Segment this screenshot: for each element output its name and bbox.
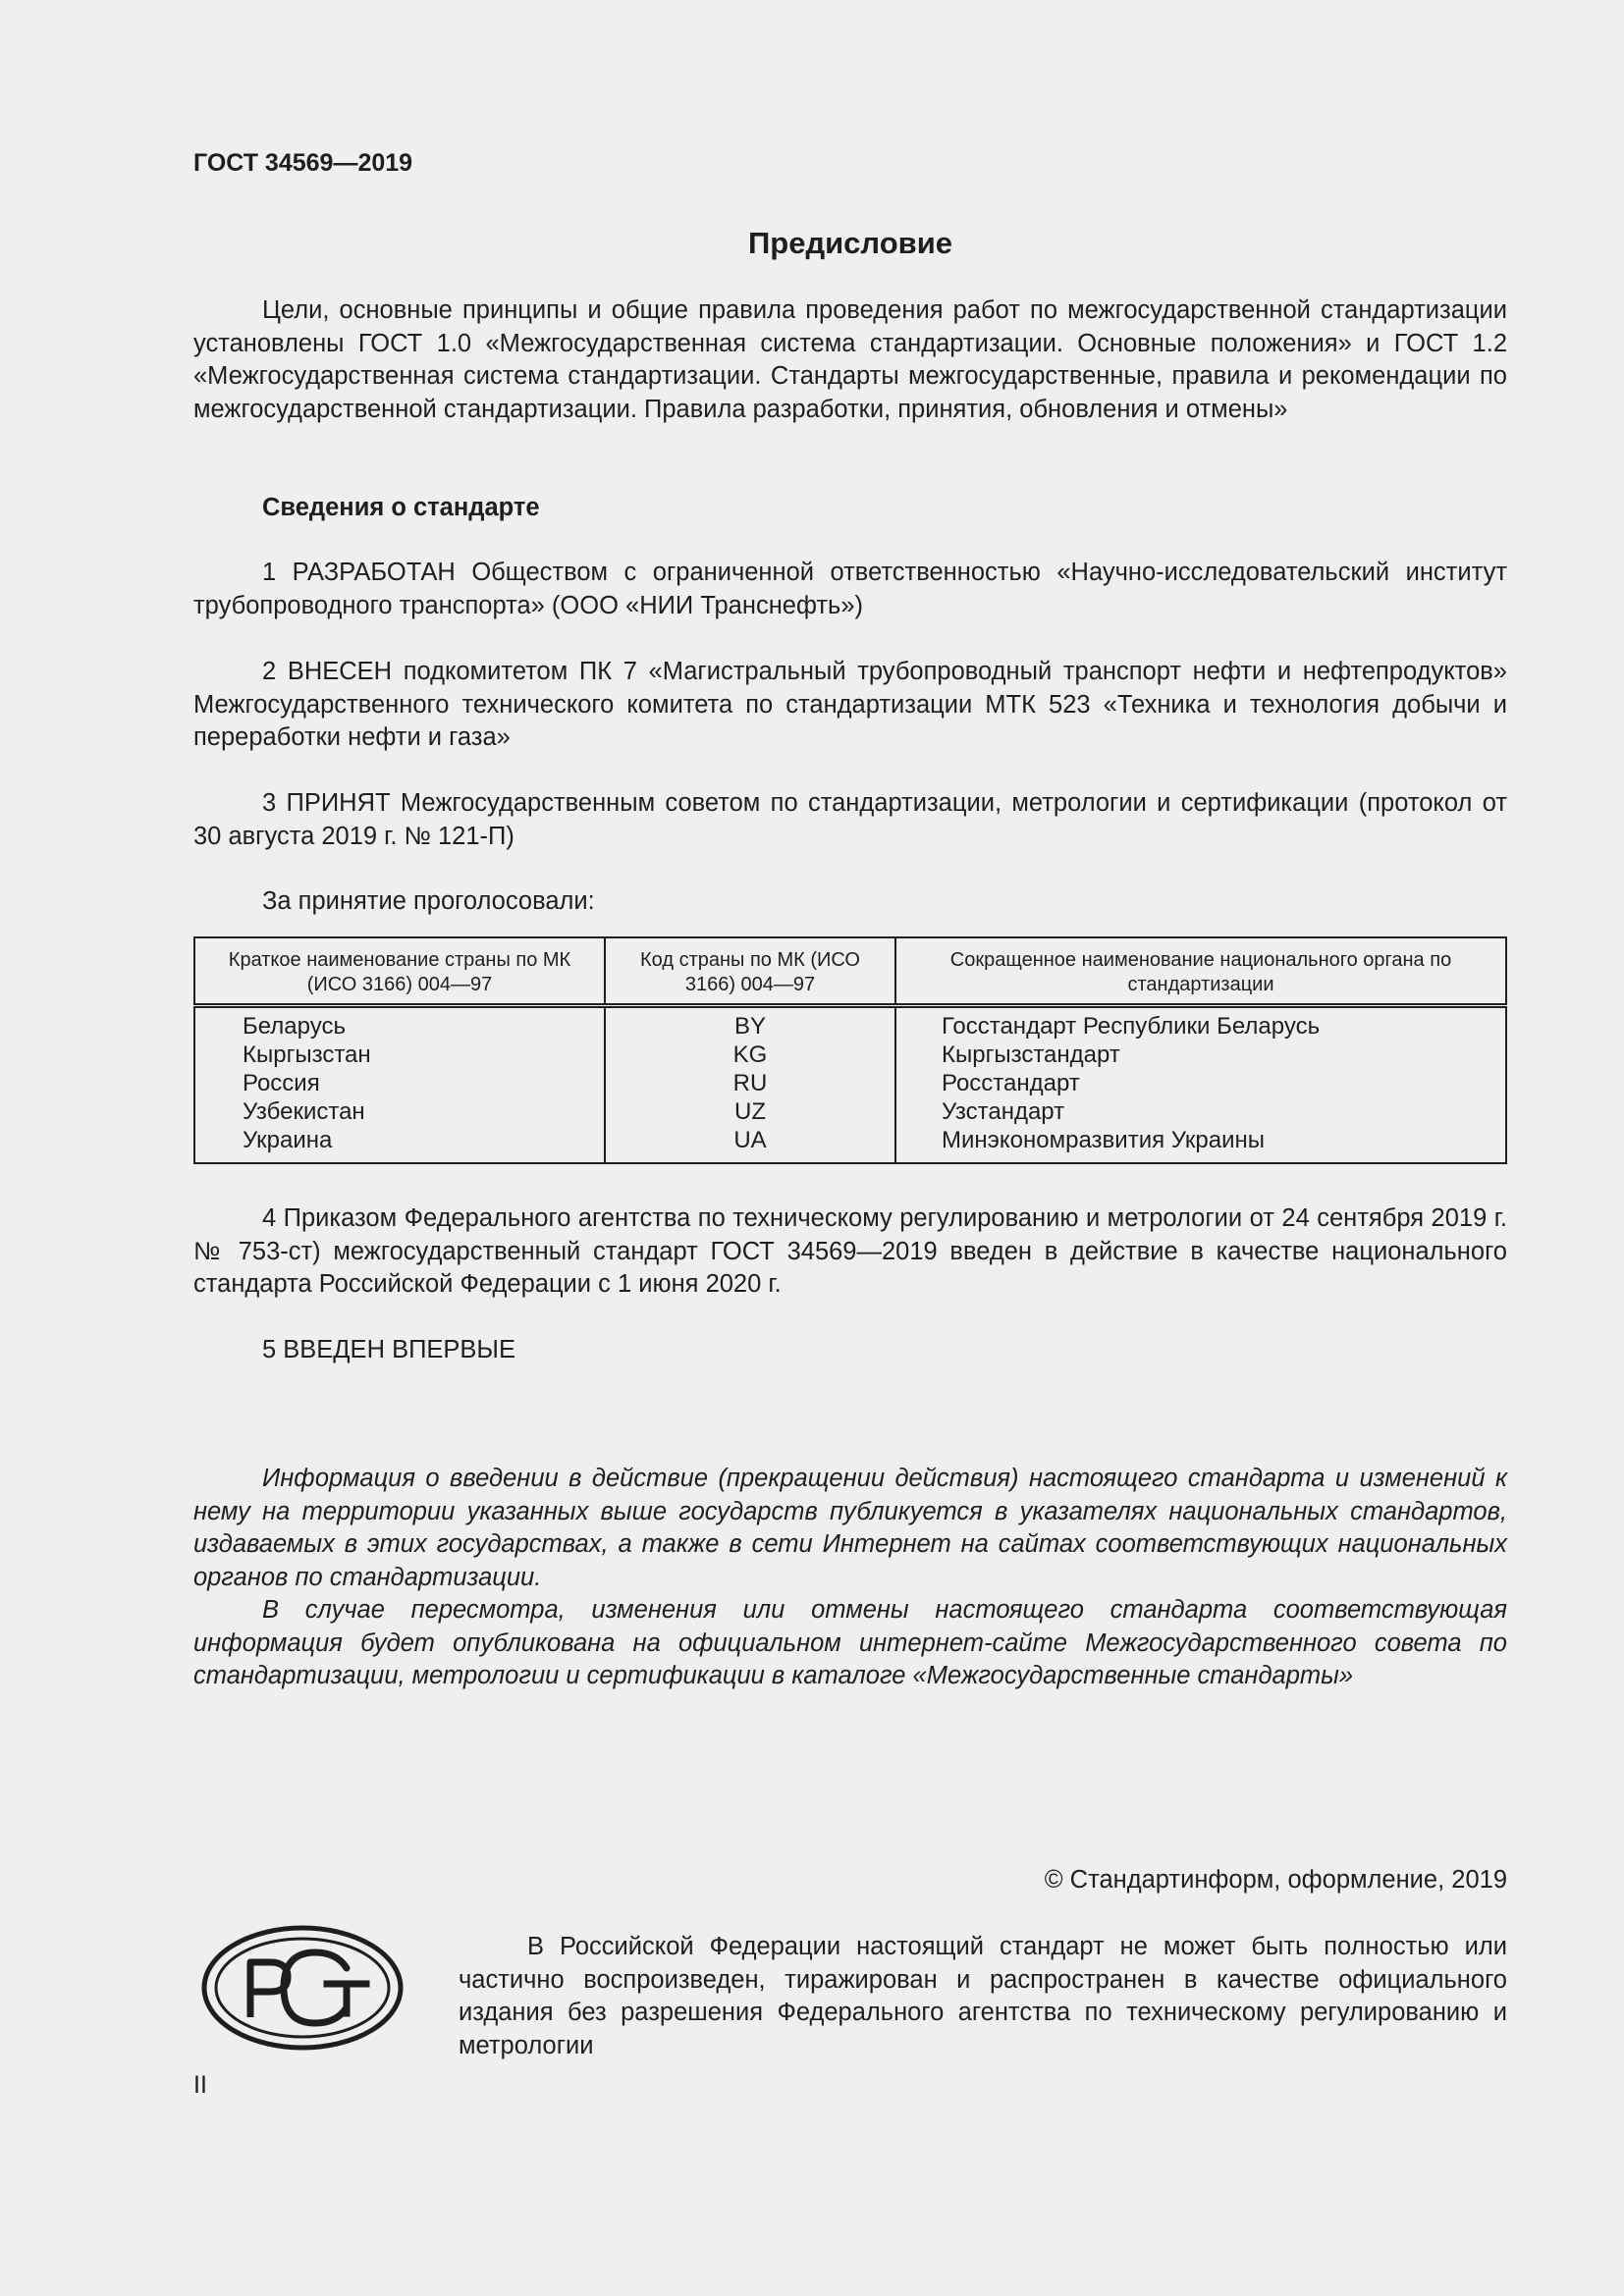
item-3-adopted: 3 ПРИНЯТ Межгосударственным советом по стандартизации, метрологии и сертификации (протокол от 30 августа 2019 г. № 121-П) xyxy=(193,789,1507,850)
table-header-country: Краткое наименование страны по МК (ИСО 3166) 004—97 xyxy=(194,937,605,1006)
item-5-first-introduced: 5 ВВЕДЕН ВПЕРВЫЕ xyxy=(262,1336,516,1363)
table-header-row xyxy=(194,937,1506,1006)
copyright-line: © Стандартинформ, оформление, 2019 xyxy=(1044,1866,1507,1894)
table-cell-body: Госстандарт Республики Беларусь xyxy=(942,1013,1321,1040)
table-cell-country: Россия xyxy=(243,1070,320,1096)
table-cell-code: RU xyxy=(732,1070,768,1096)
reproduction-notice: В Российской Федерации настоящий стандарт не может быть полностью или частично воспроизведен, тиражирован и распространен в качестве официального издания без разрешения Федерального агентства по техническому регулированию и метрологии xyxy=(459,1933,1507,2059)
vote-intro: За принятие проголосовали: xyxy=(262,887,595,915)
table-cell-body: Кыргызстандарт xyxy=(942,1041,1120,1068)
table-cell-country: Узбекистан xyxy=(243,1098,365,1125)
page-title: Предисловие xyxy=(747,226,952,260)
country-column xyxy=(194,1006,605,1164)
table-cell-code: KG xyxy=(732,1041,768,1068)
item-4-enacted: 4 Приказом Федерального агентства по техническому регулированию и метрологии от 24 сентября 2019 г. № 753-ст) межгосударственный стандарт ГОСТ 34569—2019 введен в действие в качестве национального стандарта Российской Федерации с 1 июня 2020 г. xyxy=(193,1204,1507,1298)
table-header-body: Сокращенное наименование национального органа по стандартизации xyxy=(895,937,1506,1006)
table-cell-country: Украина xyxy=(243,1127,333,1153)
item-1-developed: 1 РАЗРАБОТАН Обществом с ограниченной ответственностью «Научно-исследовательский институт трубопроводного транспорта» (ООО «НИИ Транснефть») xyxy=(193,559,1507,619)
notice-info-publication: Информация о введении в действие (прекращении действия) настоящего стандарта и изменений к нему на территории указанных выше государств публикуется в указателях национальных стандартов, издаваемых в этих государствах, а также в сети Интернет на сайтах соответствующих национальных органов по стандартизации. xyxy=(193,1465,1507,1591)
rst-certification-mark-icon xyxy=(199,1923,406,2057)
table-header-code: Код страны по МК (ИСО 3166) 004—97 xyxy=(605,937,895,1006)
table-cell-body: Минэкономразвития Украины xyxy=(942,1127,1266,1153)
info-heading: Сведения о стандарте xyxy=(262,494,540,521)
table-cell-country: Кыргызстан xyxy=(243,1041,371,1068)
page-number: II xyxy=(193,2071,207,2099)
table-cell-code: UA xyxy=(733,1127,767,1153)
item-2-submitted: 2 ВНЕСЕН подкомитетом ПК 7 «Магистральный трубопроводный транспорт нефти и нефтепродуктов» Межгосударственного технического комитета по стандартизации МТК 523 «Техника и технология добычи и переработки нефти и газа» xyxy=(193,658,1507,751)
table-cell-code: UZ xyxy=(734,1098,766,1125)
code-column xyxy=(605,1006,895,1164)
table-cell-body: Росстандарт xyxy=(942,1070,1080,1096)
table-cell-code: BY xyxy=(733,1013,766,1040)
table-body-row xyxy=(194,1006,1506,1164)
document-code: ГОСТ 34569—2019 xyxy=(193,149,413,177)
table-cell-country: Беларусь xyxy=(243,1013,346,1040)
voting-countries-table xyxy=(193,936,1507,1164)
table-cell-body: Узстандарт xyxy=(942,1098,1065,1125)
body-column xyxy=(895,1006,1506,1164)
intro-paragraph: Цели, основные принципы и общие правила проведения работ по межгосударственной стандартизации установлены ГОСТ 1.0 «Межгосударственная система стандартизации. Основные положения» и ГОСТ 1.2 «Межгосударственная система стандартизации. Стандарты межгосударственные, правила и рекомендации по межгосударственной стандартизации. Правила разработки, принятия, обновления и отмены» xyxy=(193,296,1507,423)
notice-revision: В случае пересмотра, изменения или отмены настоящего стандарта соответствующая информация будет опубликована на официальном интернет-сайте Межгосударственного совета по стандартизации, метрологии и сертификации в каталоге «Межгосударственные стандарты» xyxy=(193,1596,1507,1689)
